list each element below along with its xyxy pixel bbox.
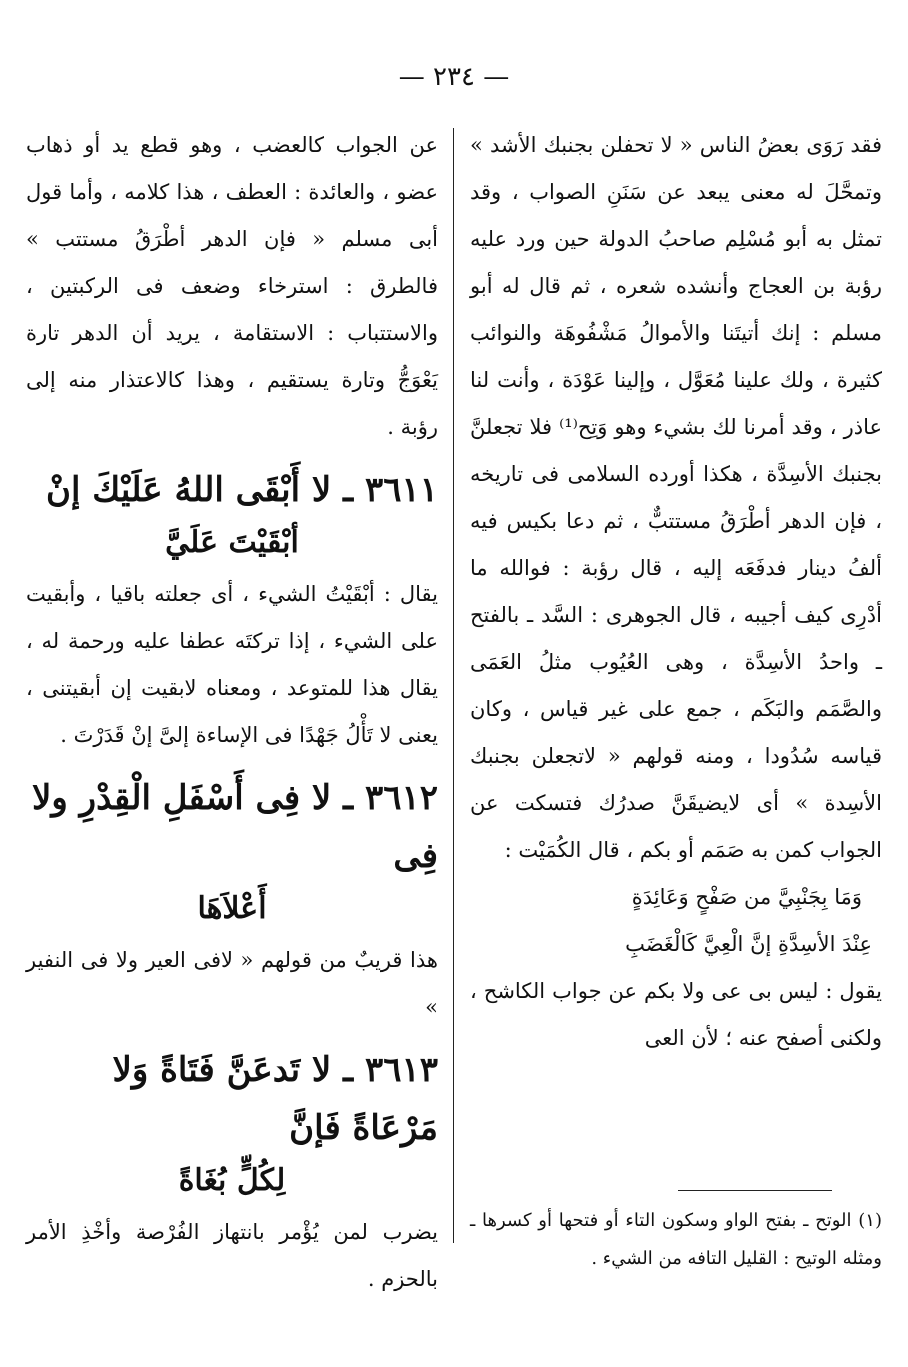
entry-heading bbox=[26, 1041, 438, 1205]
column-divider bbox=[453, 128, 454, 1243]
body-paragraph: يقول : ليس بى عى ولا بكم عن جواب الكاشح ، ولكنى أصفح عنه ؛ لأن العى bbox=[470, 979, 882, 1050]
entry-heading-line: ٣٦١١ ـ لا أَبْقَى اللهُ عَلَيْكَ إنْ bbox=[45, 470, 438, 510]
entry-heading bbox=[26, 461, 438, 567]
page-number: — ٢٣٤ — bbox=[398, 62, 510, 92]
entry-text: هذا قريبٌ من قولهم « لافى العير ولا فى النفير » bbox=[26, 948, 438, 1019]
footnote: (١) الوتح ـ بفتح الواو وسكون التاء أو فتحها أو كسرها ـ ومثله الوتيح : القليل التافه من الشيء . bbox=[470, 1210, 882, 1269]
entry-heading-line: ٣٦١٢ ـ لا فِى أَسْفَلِ الْقِدْرِ ولا فِى bbox=[32, 778, 438, 876]
entry-heading-line: ٣٦١٣ ـ لا تَدعَنَّ فَتَاةً وَلا مَرْعَاةً فَإنَّ bbox=[112, 1050, 438, 1148]
entry-text: يقال : أبْقَيْتُ الشيء ، أى جعلته باقيا ، وأبقيت على الشيء ، إذا تركتَه عطفا عليه ورحمة له ، يقال هذا للمتوعد ، ومعناه لابقيت إن أبقيتنى ، يعنى لا تَأْلُ جَهْدًا فى الإساءة إلىَّ إنْ قَدَرْتَ . bbox=[26, 582, 438, 747]
entry-heading-cont: أبْقَيْتَ عَلَيَّ bbox=[165, 525, 299, 560]
entry-heading bbox=[26, 769, 438, 933]
left-column bbox=[26, 122, 438, 1303]
verse-line: وَمَا بِجَنْبِيَّ من صَفْحٍ وَعَائِدَةٍ bbox=[631, 885, 862, 909]
entry-heading-cont: أَعْلاَهَا bbox=[197, 891, 267, 926]
right-column bbox=[470, 122, 882, 1062]
entry-text: يضرب لمن يُؤْمر بانتهاز الفُرْصة وأخْذِ الأمر بالحزم . bbox=[26, 1220, 438, 1291]
footnote-rule bbox=[678, 1190, 832, 1191]
entry-heading-cont: لِكُلٍّ بُغَاةً bbox=[178, 1163, 286, 1198]
body-paragraph: فقد رَوَى بعضُ الناس « لا تحفلن بجنبك الأشد » وتمحَّلَ له معنى يبعد عن سَنَنِ الصواب ، وقد تمثل به أبو مُسْلِم صاحبُ الدولة حين ورد عليه رؤبة بن العجاج وأنشده شعره ، ثم قال له أبو مسلم : إنك أتيتَنا والأموالُ مَشْفُوهَة والنوائب كثيرة ، ولك علينا مُعَوَّل ، وإلينا عَوْدَة ، وأنت لنا عاذر ، وقد أمرنا لك بشيء وهو وَتِح⁽¹⁾ فلا تجعلنَّ بجنبك الأسِدَّة ، هكذا أورده السلامى فى تاريخه ، فإن الدهر أطْرَقُ مستتبٌّ ، ثم دعا بكيس فيه ألفُ دينار فدفَعَه إليه ، قال رؤبة : فوالله ما أدْرِى كيف أجيبه ، قال الجوهرى : السَّد ـ بالفتح ـ واحدُ الأسِدَّة ، وهى العُيُوب مثلُ العَمَى والصَّمَم والبَكَم ، جمع على غير قياس ، وكان قياسه سُدُودا ، ومنه قولهم « لاتجعلن بجنبك الأسِدة » أى لايضيقَنَّ صدرُك فتسكت عن الجواب كمن به صَمَم أو بكم ، قال الكُمَيْت : bbox=[470, 133, 883, 862]
verse-line: عِنْدَ الأسِدَّةِ إنَّ الْعِيَّ كَالْغَضَبِ bbox=[625, 932, 872, 956]
body-paragraph: عن الجواب كالعضب ، وهو قطع يد أو ذهاب عضو ، والعائدة : العطف ، هذا كلامه ، وأما قول أبى مسلم « فإن الدهر أطْرَقُ مستتب » فالطرق : استرخاء وضعف فى الركبتين ، والاستتباب : الاستقامة ، يريد أن الدهر تارة يَعْوَجُّ وتارة يستقيم ، وهذا كالاعتذار منه إلى رؤبة . bbox=[26, 133, 438, 439]
